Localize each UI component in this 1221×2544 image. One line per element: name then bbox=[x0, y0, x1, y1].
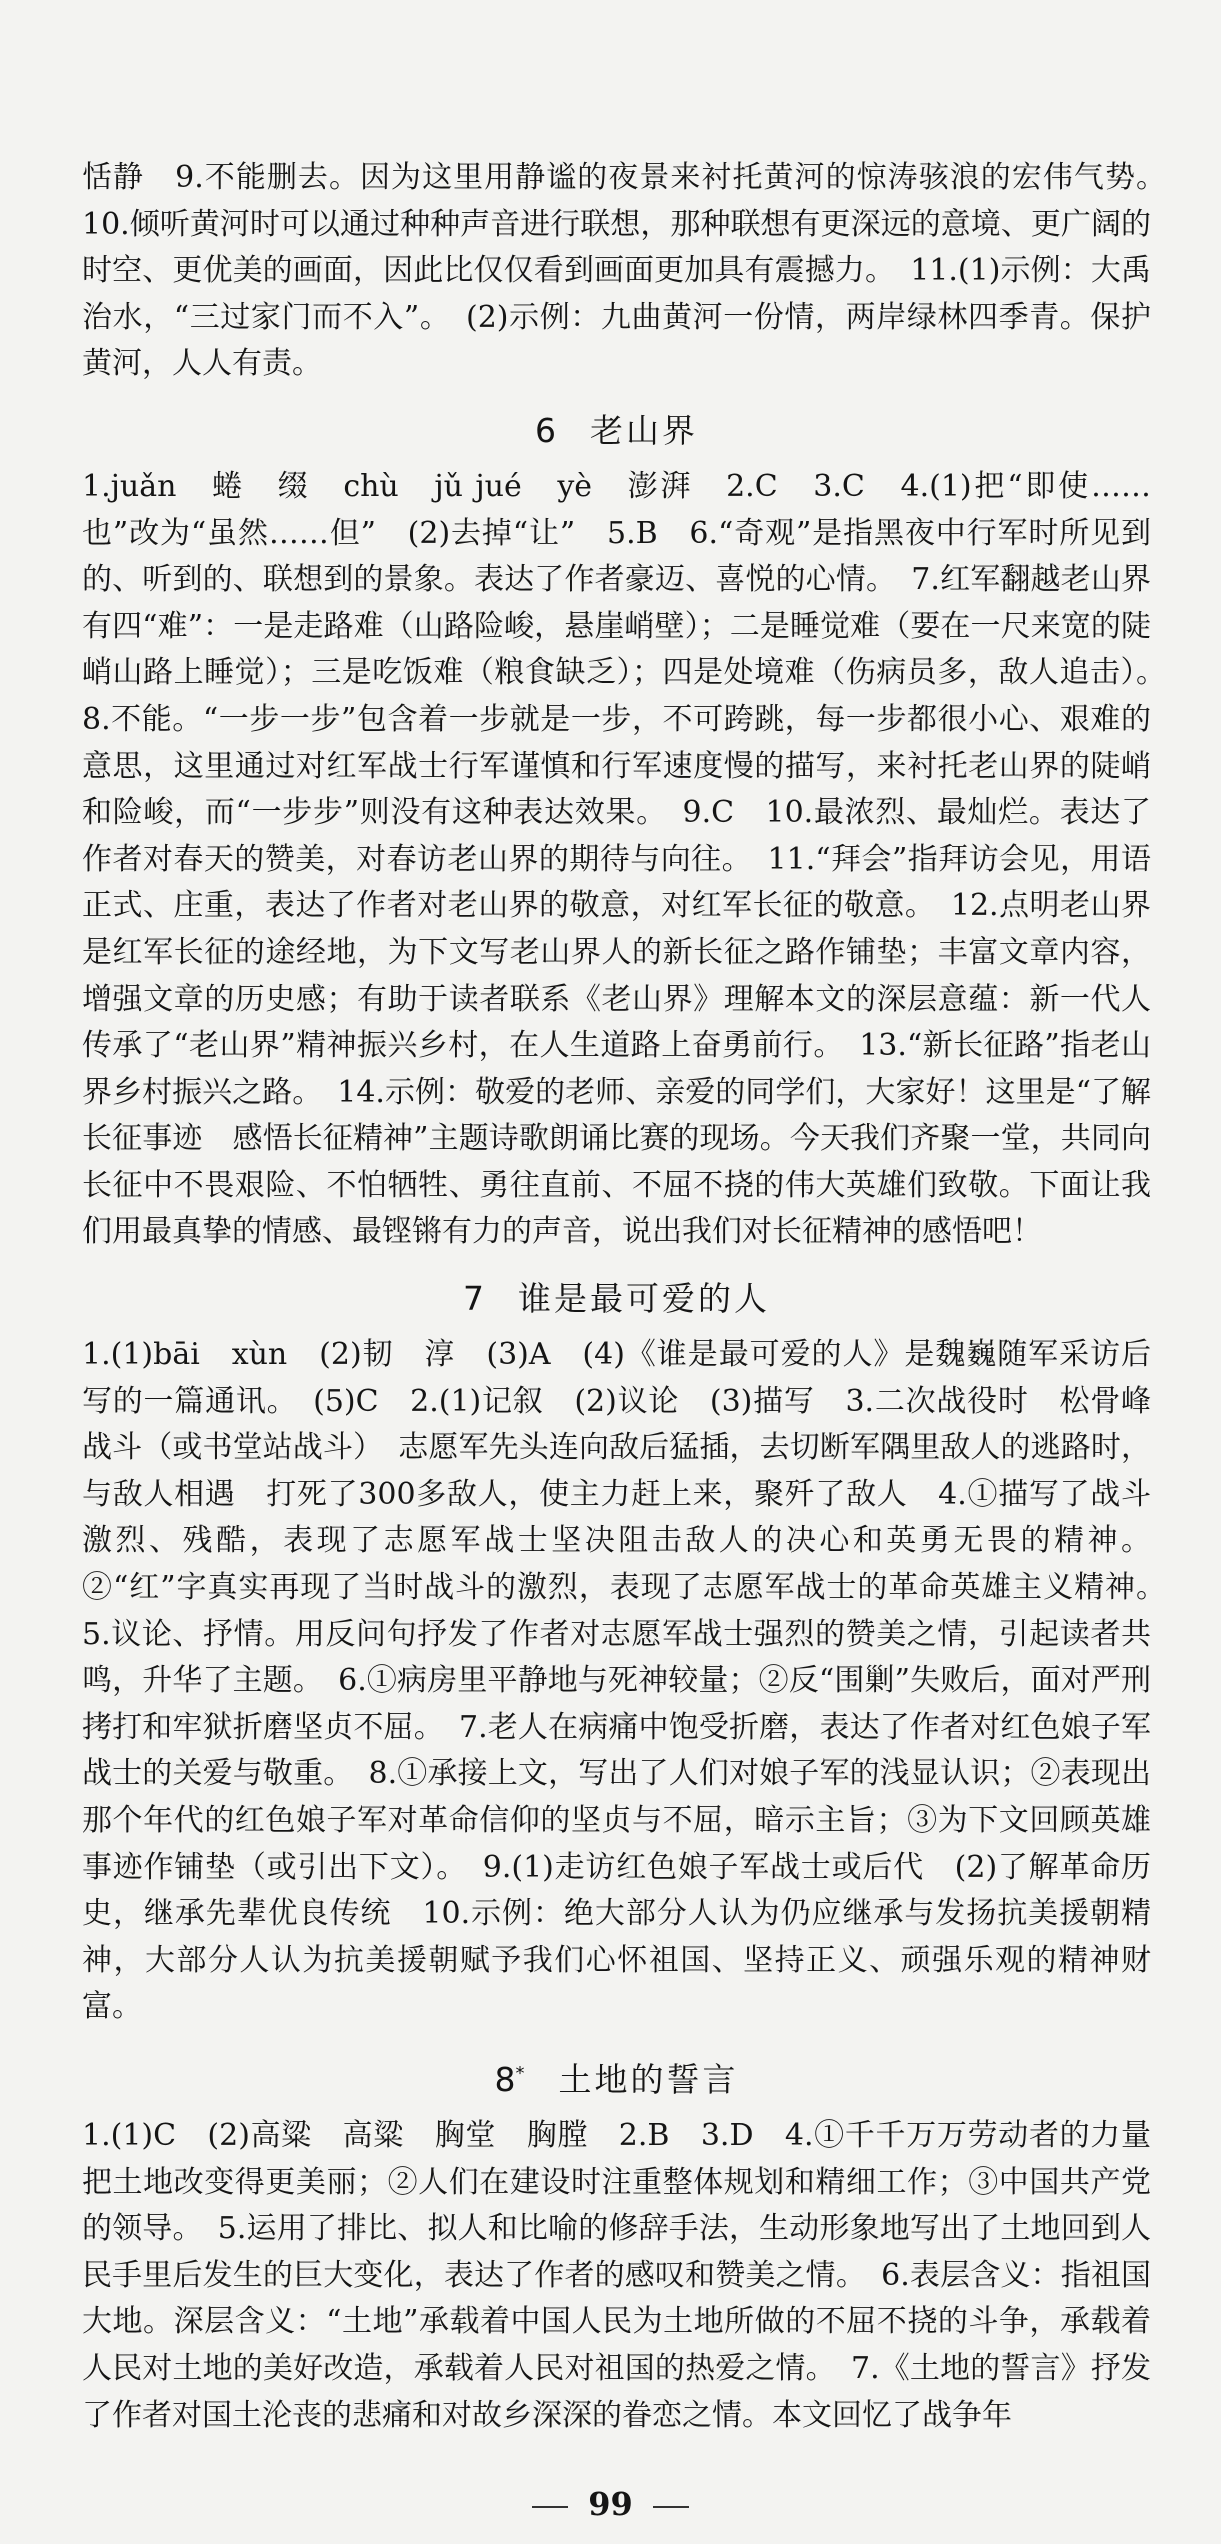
page-number: 99 bbox=[588, 2485, 633, 2523]
section-number: 6 bbox=[535, 410, 556, 450]
page-footer bbox=[0, 2485, 1221, 2523]
section-number-digit: 8 bbox=[494, 2059, 516, 2099]
section-body-8: 1.(1)C (2)高粱 高粱 胸堂 胸膛 2.B 3.D 4.①千千万万劳动者的力量把土地改变得更美丽；②人们在建设时注重整体规划和精细工作；③中国共产党的领导。 5.运用了排比、拟人和比喻的修辞手法，生动形象地写出了土地回到人民手里后发生的巨大变化，表达了作者的感叹和赞美之情。 6.表层含义：指祖国大地。深层含义：“土地”承载着中国人民为土地所做的不屈不挠的斗争，承载着人民对土地的美好改造，承载着人民对祖国的热爱之情。 7.《土地的誓言》抒发了作者对国土沦丧的悲痛和对故乡深深的眷恋之情。本文回忆了战争年 bbox=[82, 2117, 1151, 2433]
section-heading-8 bbox=[82, 2049, 1151, 2105]
section-title: 土地的誓言 bbox=[558, 2059, 739, 2099]
optional-star: * bbox=[515, 2062, 525, 2084]
section-heading-6 bbox=[82, 406, 1151, 456]
section-heading-7 bbox=[82, 1274, 1151, 1324]
footer-dash-right bbox=[653, 2506, 689, 2508]
section-number bbox=[495, 2060, 525, 2099]
intro-paragraph: 恬静 9.不能删去。因为这里用静谧的夜景来衬托黄河的惊涛骇浪的宏伟气势。 10.倾听黄河时可以通过种种声音进行联想，那种联想有更深远的意境、更广阔的时空、更优美的画面，因此比仅仅看到画面更加具有震撼力。 11.(1)示例：大禹治水，“三过家门而不入”。 (2)示例：九曲黄河一份情，两岸绿林四季青。保护黄河，人人有责。 bbox=[82, 160, 1181, 382]
footer-dash-left bbox=[532, 2506, 568, 2508]
section-number: 7 bbox=[463, 1279, 484, 1319]
section-title: 谁是最可爱的人 bbox=[518, 1279, 770, 1319]
section-body-7: 1.(1)bāi xùn (2)韧 淳 (3)A (4)《谁是最可爱的人》是魏巍随军采访后写的一篇通讯。 (5)C 2.(1)记叙 (2)议论 (3)描写 3.二次战役时 松骨峰战斗（或书堂站战斗） 志愿军先头连向敌后猛插，去切断军隅里敌人的逃路时，与敌人相遇 打死了300多敌人，使主力赶上来，聚歼了敌人 4.①描写了战斗激烈、残酷，表现了志愿军战士坚决阻击敌人的决心和英勇无畏的精神。②“红”字真实再现了当时战斗的激烈，表现了志愿军战士的革命英雄主义精神。 5.议论、抒情。用反问句抒发了作者对志愿军战士强烈的赞美之情，引起读者共鸣，升华了主题。 6.①病房里平静地与死神较量；②反“围剿”失败后，面对严刑拷打和牢狱折磨坚贞不屈。 7.老人在病痛中饱受折磨，表达了作者对红色娘子军战士的关爱与敬重。 8.①承接上文，写出了人们对娘子军的浅显认识；②表现出那个年代的红色娘子军对革命信仰的坚贞与不屈，暗示主旨；③为下文回顾英雄事迹作铺垫（或引出下文）。 9.(1)走访红色娘子军战士或后代 (2)了解革命历史，继承先辈优良传统 10.示例：绝大部分人认为仍应继承与发扬抗美援朝精神，大部分人认为抗美援朝赋予我们心怀祖国、坚持正义、顽强乐观的精神财富。 bbox=[82, 1337, 1181, 2025]
section-body-6: 1.juǎn 蜷 缀 chù jǔ jué yè 澎湃 2.C 3.C 4.(1)把“即使……也”改为“虽然……但” (2)去掉“让” 5.B 6.“奇观”是指黑夜中行军时所见到的、听到的、联想到的景象。表达了作者豪迈、喜悦的心情。 7.红军翻越老山界有四“难”：一是走路难（山路险峻，悬崖峭壁）；二是睡觉难（要在一尺来宽的陡峭山路上睡觉）；三是吃饭难（粮食缺乏）；四是处境难（伤病员多，敌人追击）。 8.不能。“一步一步”包含着一步就是一步，不可跨跳，每一步都很小心、艰难的意思，这里通过对红军战士行军谨慎和行军速度慢的描写，来衬托老山界的陡峭和险峻，而“一步步”则没有这种表达效果。 9.C 10.最浓烈、最灿烂。表达了作者对春天的赞美，对春访老山界的期待与向往。 11.“拜会”指拜访会见，用语正式、庄重，表达了作者对老山界的敬意，对红军长征的敬意。 12.点明老山界是红军长征的途经地，为下文写老山界人的新长征之路作铺垫；丰富文章内容，增强文章的历史感；有助于读者联系《老山界》理解本文的深层意蕴：新一代人传承了“老山界”精神振兴乡村，在人生道路上奋勇前行。 13.“新长征路”指老山界乡村振兴之路。 14.示例：敬爱的老师、亲爱的同学们，大家好！这里是“了解长征事迹 感悟长征精神”主题诗歌朗诵比赛的现场。今天我们齐聚一堂，共同向长征中不畏艰险、不怕牺牲、勇往直前、不屈不挠的伟大英雄们致敬。下面让我们用最真挚的情感、最铿锵有力的声音，说出我们对长征精神的感悟吧！ bbox=[82, 468, 1181, 1250]
section-title: 老山界 bbox=[590, 410, 698, 450]
